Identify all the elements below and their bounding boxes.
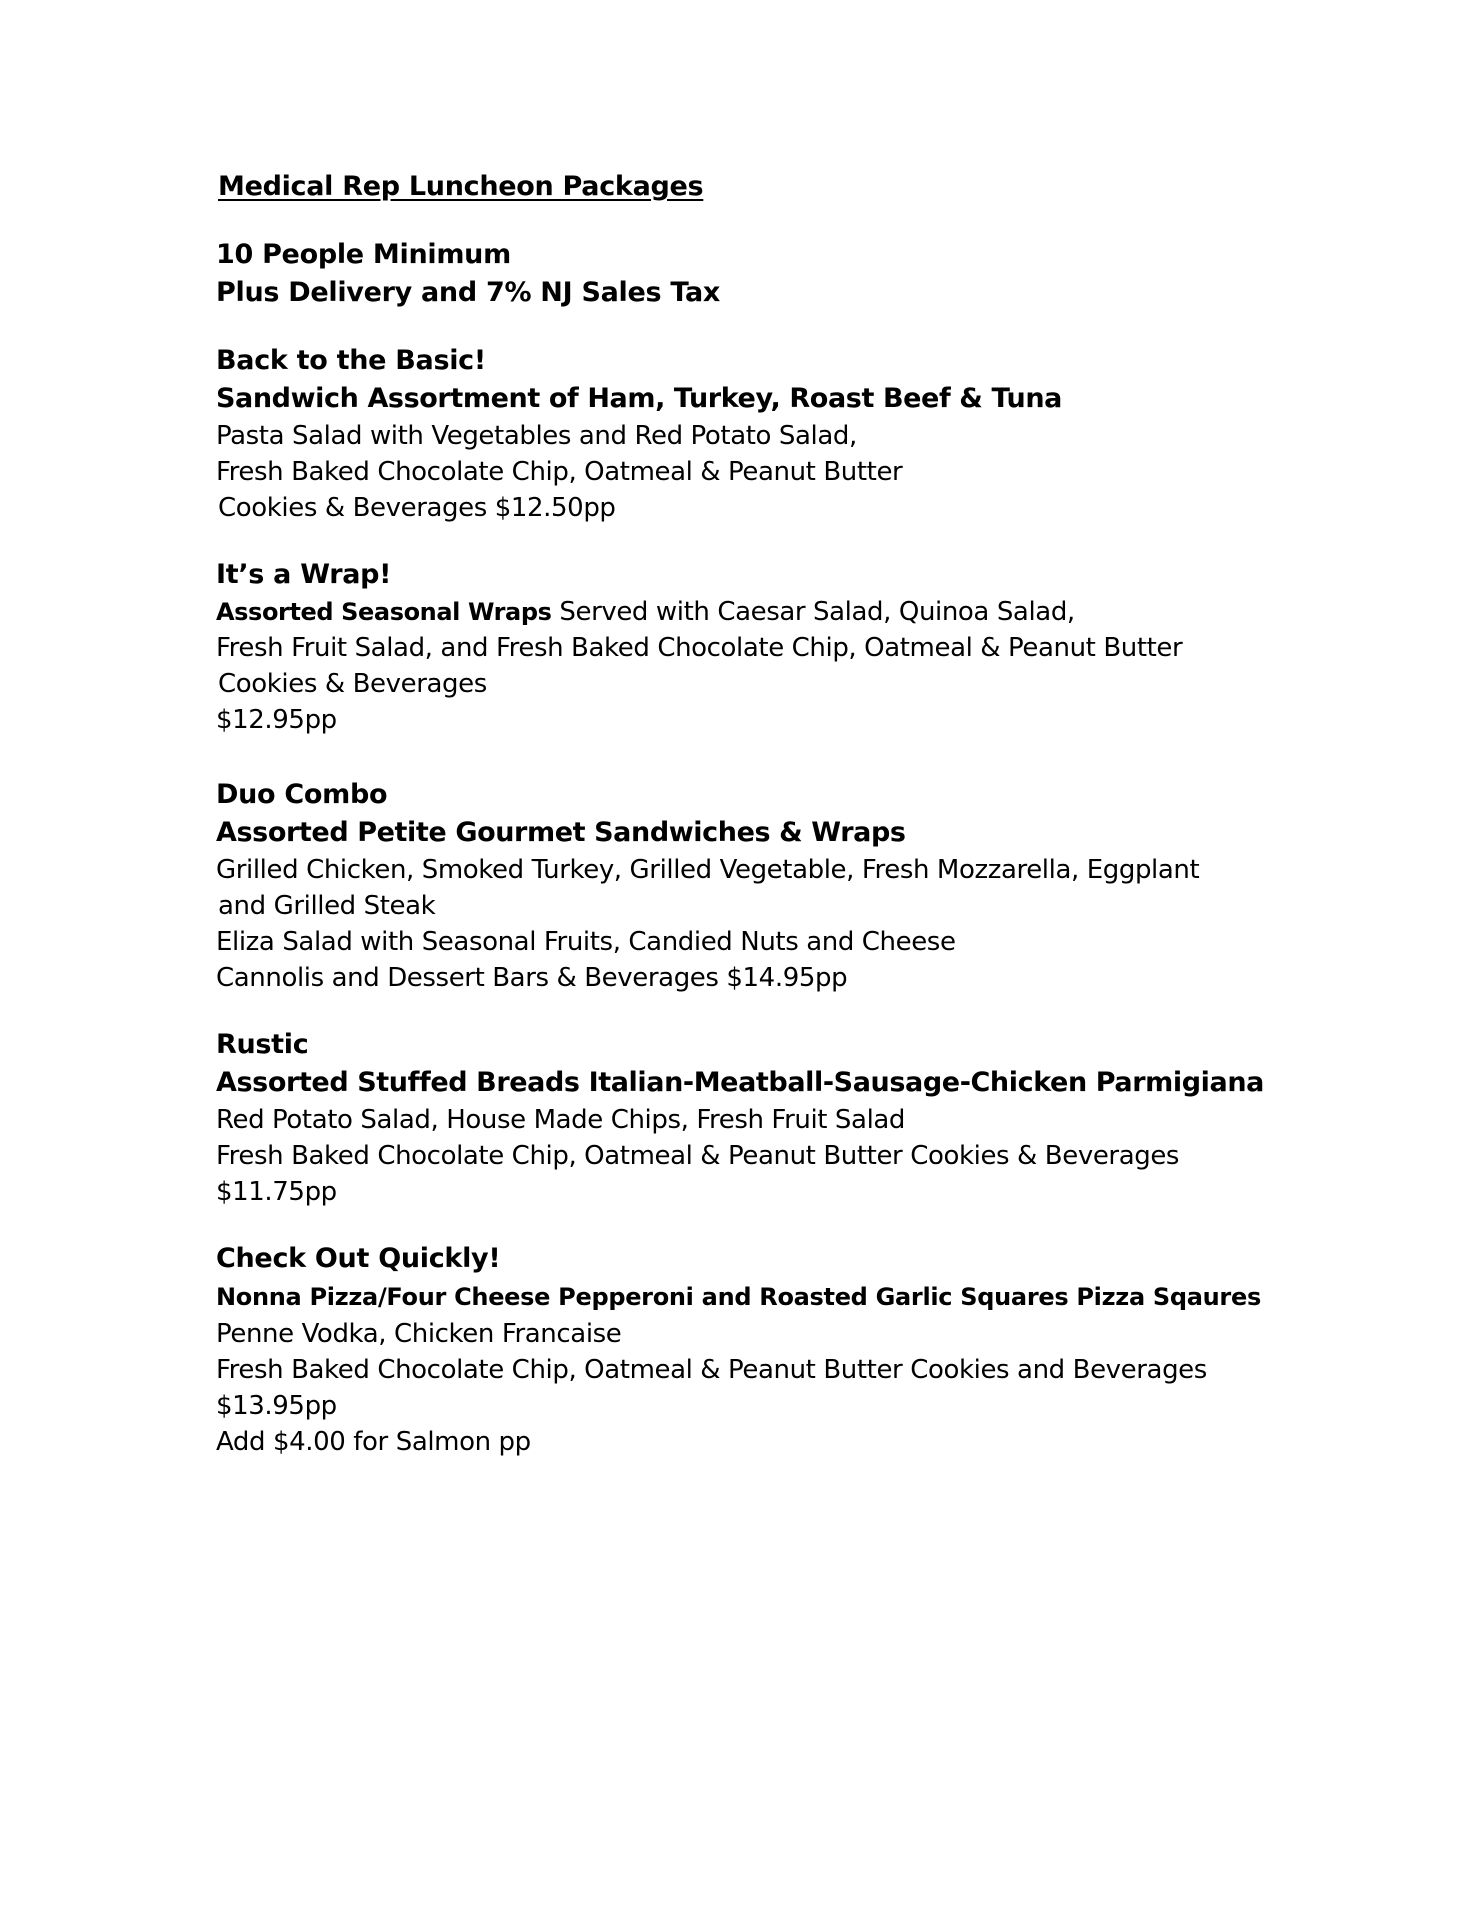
package-line: Pasta Salad with Vegetables and Red Potato Salad, [216, 421, 857, 451]
package-line: Grilled Chicken, Smoked Turkey, Grilled Vegetable, Fresh Mozzarella, Eggplant [216, 855, 1200, 885]
package-subtitle: Sandwich Assortment of Ham, Turkey, Roast Beef & Tuna [216, 383, 1062, 414]
package-price: $11.75pp [216, 1177, 337, 1207]
package-line: Eliza Salad with Seasonal Fruits, Candied Nuts and Cheese [216, 927, 956, 957]
package-lead-line [216, 594, 1296, 630]
package-lead-bold: Assorted Seasonal Wraps [216, 598, 552, 626]
delivery-tax-note: Plus Delivery and 7% NJ Sales Tax [216, 277, 721, 308]
menu-document [216, 170, 1296, 1460]
package-name: Check Out Quickly! [216, 1243, 501, 1274]
package-name: Rustic [216, 1029, 309, 1060]
package-line: Fresh Baked Chocolate Chip, Oatmeal & Peanut Butter Cookies and Beverages [216, 1355, 1207, 1385]
package-lead-rest: Served with Caesar Salad, Quinoa Salad, [551, 597, 1075, 627]
package-subtitle: Assorted Petite Gourmet Sandwiches & Wraps [216, 817, 906, 848]
package-name: Duo Combo [216, 779, 388, 810]
package-duo-combo [216, 776, 1296, 996]
package-line: Red Potato Salad, House Made Chips, Fresh Fruit Salad [216, 1105, 906, 1135]
package-line: Fresh Baked Chocolate Chip, Oatmeal & Peanut Butter [216, 457, 903, 487]
document-title: Medical Rep Luncheon Packages [218, 171, 704, 202]
package-line: Fresh Fruit Salad, and Fresh Baked Chocolate Chip, Oatmeal & Peanut Butter [216, 633, 1183, 663]
package-price: $13.95pp [216, 1391, 337, 1421]
package-line: Cannolis and Dessert Bars & Beverages $14.95pp [216, 963, 848, 993]
package-rustic [216, 1026, 1296, 1210]
package-name: It’s a Wrap! [216, 559, 392, 590]
package-addon: Add $4.00 for Salmon pp [216, 1427, 531, 1457]
package-subtitle: Assorted Stuffed Breads Italian-Meatball-Sausage-Chicken Parmigiana [216, 1067, 1264, 1098]
package-line: Penne Vodka, Chicken Francaise [216, 1319, 622, 1349]
package-subtitle: Nonna Pizza/Four Cheese Pepperoni and Roasted Garlic Squares Pizza Sqaures [216, 1283, 1261, 1311]
package-line: Cookies & Beverages [218, 669, 487, 699]
minimum-people: 10 People Minimum [216, 239, 511, 270]
package-its-a-wrap [216, 556, 1296, 738]
package-line: Fresh Baked Chocolate Chip, Oatmeal & Peanut Butter Cookies & Beverages [216, 1141, 1180, 1171]
package-price: $12.95pp [216, 705, 337, 735]
order-requirements [216, 236, 1296, 312]
package-check-out-quickly [216, 1240, 1296, 1460]
package-line: and Grilled Steak [218, 891, 436, 921]
package-back-to-the-basic [216, 342, 1296, 526]
package-name: Back to the Basic! [216, 345, 486, 376]
package-line: Cookies & Beverages $12.50pp [218, 493, 616, 523]
